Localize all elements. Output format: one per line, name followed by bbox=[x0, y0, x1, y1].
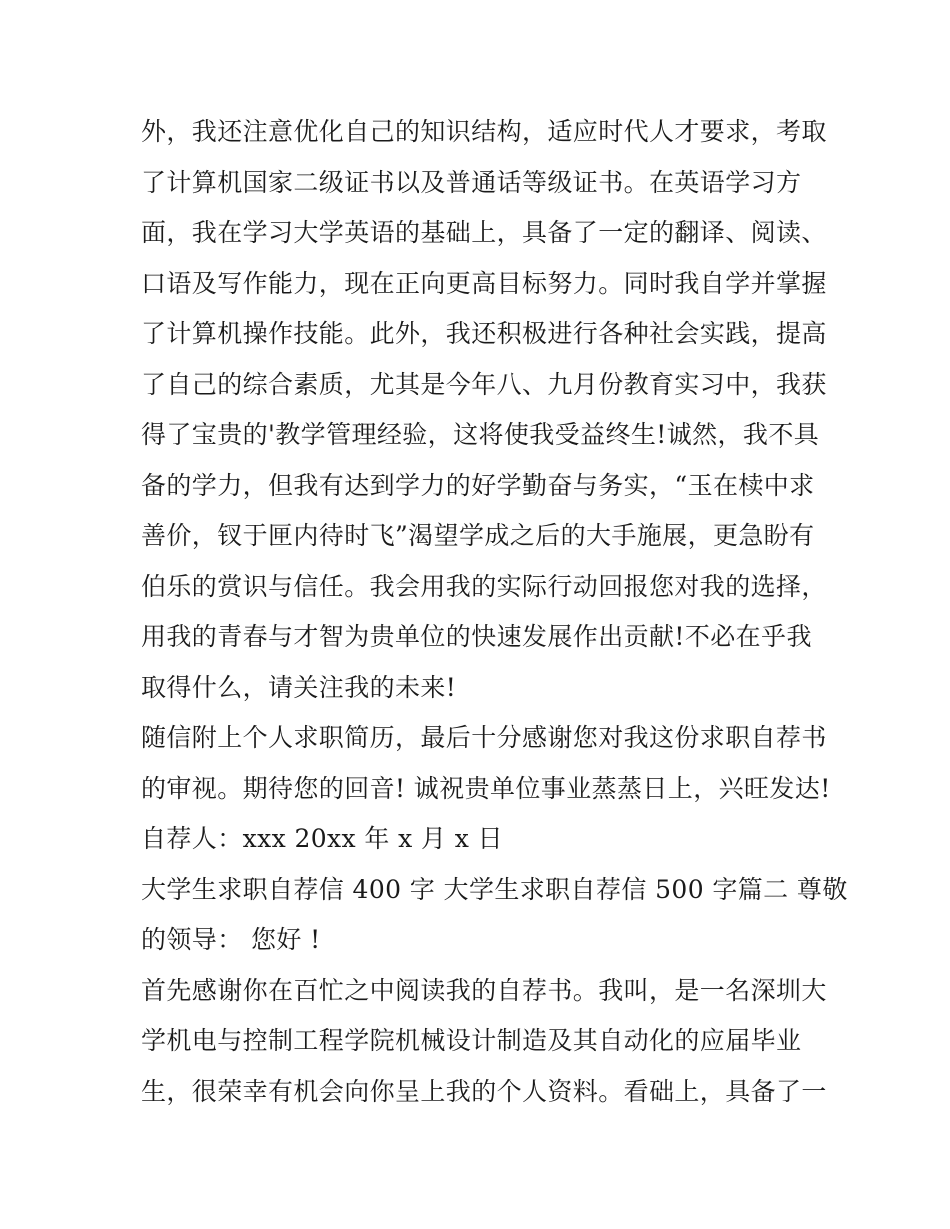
letter-body bbox=[141, 107, 848, 1117]
text-line: 随信附上个人求职简历，最后十分感谢您对我这份求职自荐书 bbox=[141, 723, 827, 752]
text-line: 了自己的综合素质，尤其是今年八、九月份教育实习中，我获 bbox=[141, 369, 827, 399]
text-line: 学机电与控制工程学院机械设计制造及其自动化的应届毕业 bbox=[141, 1026, 802, 1055]
text-line: 的审视。期待您的回音! 诚祝贵单位事业蒸蒸日上，兴旺发达! bbox=[141, 773, 831, 803]
signature-line: 自荐人：xxx 20xx 年 x 月 x 日 bbox=[141, 824, 503, 853]
text-line: 取得什么，请关注我的未来! bbox=[141, 672, 457, 702]
text-line: 了计算机操作技能。此外，我还积极进行各种社会实践，提高 bbox=[141, 319, 827, 348]
text-line: 备的学力，但我有达到学力的好学勤奋与务实，“玉在椟中求 bbox=[141, 470, 815, 500]
salutation-line: 的领导： 您好 ! bbox=[141, 925, 321, 954]
text-line: 善价，钗于匣内待时飞”渴望学成之后的大手施展，更急盼有 bbox=[141, 521, 815, 550]
text-line: 生，很荣幸有机会向你呈上我的个人资料。看础上，具备了一 bbox=[141, 1076, 827, 1106]
text-line: 伯乐的赏识与信任。我会用我的实际行动回报您对我的选择， bbox=[141, 571, 827, 601]
text-line: 首先感谢你在百忙之中阅读我的自荐书。我叫，是一名深圳大 bbox=[141, 975, 827, 1005]
text-line: 口语及写作能力，现在正向更高目标努力。同时我自学并掌握 bbox=[141, 268, 827, 298]
text-line: 了计算机国家二级证书以及普通话等级证书。在英语学习方 bbox=[141, 167, 802, 197]
text-line: 用我的青春与才智为贵单位的快速发展作出贡献!不必在乎我 bbox=[141, 622, 812, 651]
text-line: 得了宝贵的'教学管理经验，这将使我受益终生!诚然，我不具 bbox=[141, 420, 820, 449]
text-line: 面，我在学习大学英语的基础上，具备了一定的翻译、阅读、 bbox=[141, 218, 827, 247]
text-line: 外，我还注意优化自己的知识结构，适应时代人才要求，考取 bbox=[141, 117, 827, 146]
section-heading-line: 大学生求职自荐信 400 字 大学生求职自荐信 500 字篇二 尊敬 bbox=[141, 874, 848, 904]
